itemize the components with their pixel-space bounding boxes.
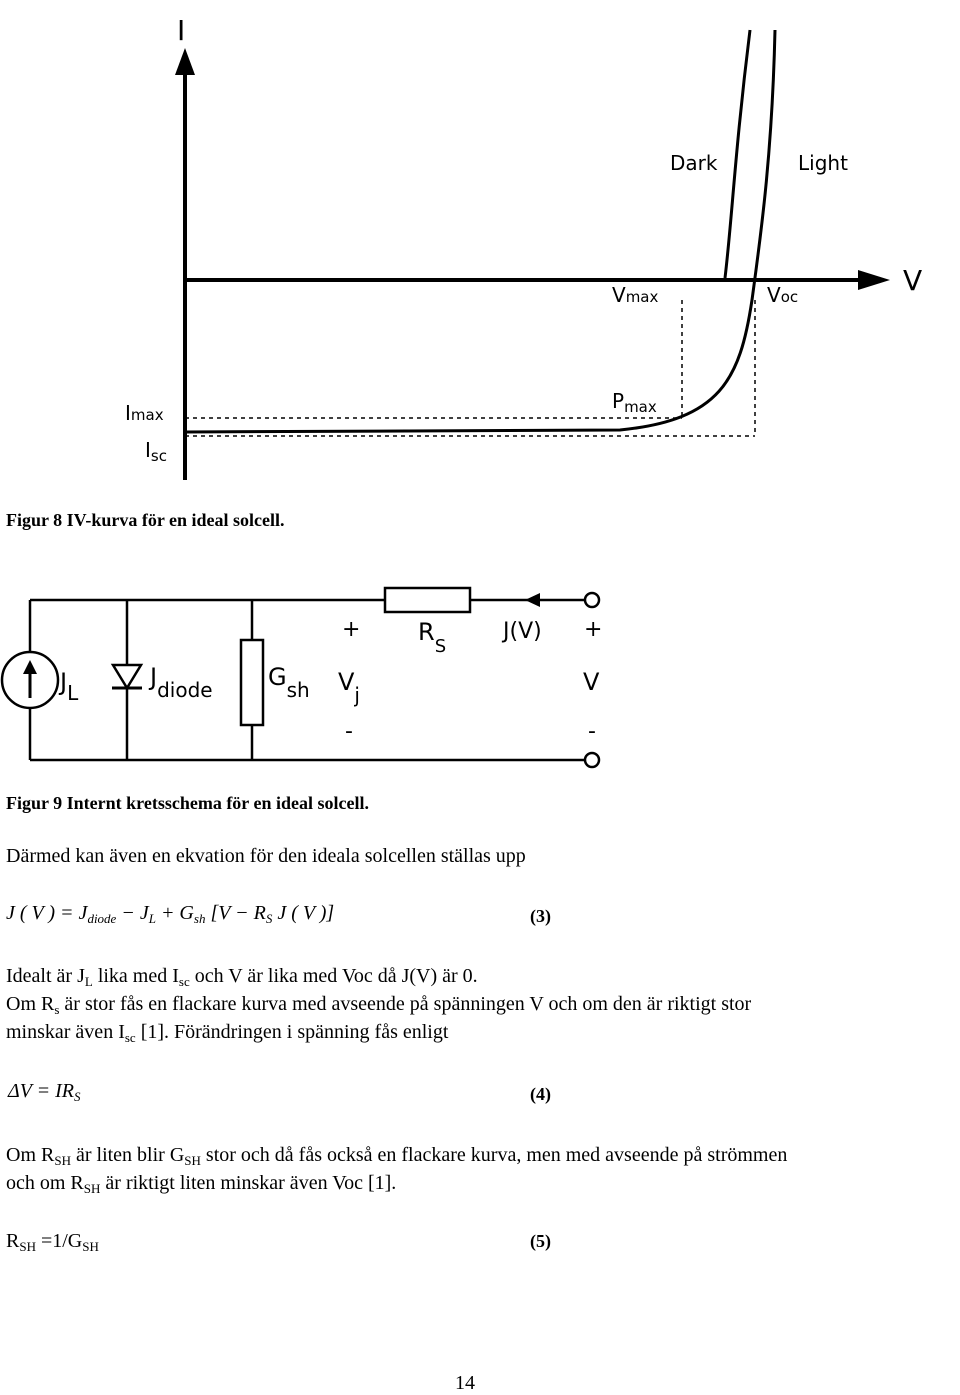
dark-label: Dark (670, 151, 718, 175)
rs-label: $R_S$ (418, 618, 447, 657)
equation-5: $R_{SH} =1/G_{SH}$ (6, 1230, 99, 1254)
light-label: Light (798, 151, 848, 175)
jdiode-label: $J_{diode}$ (150, 663, 213, 702)
figure9-caption: Figur 9 Internt kretsschema för en ideal solcell. (6, 793, 369, 813)
paragraph-rs: Om $R_s$ är stor fås en flackare kurva med avseende på spänningen V och om den är riktigt stor (6, 993, 752, 1017)
minus-right-label: - (588, 719, 596, 744)
vmax-label: Vmax (612, 283, 659, 307)
equation-3-number: (3) (530, 906, 551, 926)
rs-resistor (385, 588, 470, 612)
imax-label: Imax (125, 401, 164, 425)
jv-arrow (525, 593, 540, 607)
isc-label: $I_{sc}$ (145, 438, 167, 465)
v-label: V (583, 668, 600, 696)
paragraph-isc: minskar även $I_{sc}$ [1]. Förändringen i spänning fås enligt (6, 1021, 449, 1045)
equation-4: $\Delta V = IR_S$ (8, 1080, 81, 1104)
circuit-figure (0, 580, 620, 780)
dark-curve (725, 30, 750, 278)
vj-label: $V_j$ (338, 668, 360, 707)
minus-left-label: - (345, 719, 353, 744)
paragraph-rsh: Om $R_{SH}$ är liten blir $G_{SH}$ stor och då fås också en flackare kurva, men med avseende på strömmen (6, 1144, 788, 1168)
equation-3: J ( V ) = $J_{diode} - J_L + G_{sh}$ [$V - R_S$ J ( V )] (6, 902, 335, 926)
jl-label: $J_L$ (60, 668, 79, 705)
i-axis-label: I (177, 14, 186, 47)
gsh-label: $G_{sh}$ (268, 663, 310, 702)
pmax-label: $P_{max}$ (612, 389, 657, 416)
jv-label: J(V) (503, 619, 542, 644)
figure8-caption: Figur 8 IV-kurva för en ideal solcell. (6, 510, 285, 530)
i-axis-arrow (175, 48, 195, 75)
v-axis-label: V (903, 264, 923, 297)
voc-label: Voc (767, 283, 799, 307)
terminal-top (585, 593, 599, 607)
terminal-bottom (585, 753, 599, 767)
plus-left-label: + (342, 617, 361, 642)
paragraph-ideal: Idealt är $J_L$ lika med $I_{sc}$ och V är lika med Voc då J(V) är 0. (6, 965, 478, 989)
intro-paragraph: Därmed kan även en ekvation för den ideala solcellen ställas upp (6, 845, 526, 867)
equation-5-number: (5) (530, 1231, 551, 1251)
v-axis-arrow (858, 270, 890, 290)
plus-right-label: + (584, 617, 603, 642)
diode-symbol (113, 665, 141, 688)
equation-4-number: (4) (530, 1084, 551, 1104)
gsh-resistor (241, 640, 263, 725)
page-number: 14 (455, 1372, 475, 1394)
iv-curve-figure (0, 0, 960, 490)
light-curve (185, 30, 775, 432)
paragraph-rsh-2: och om $R_{SH}$ är riktigt liten minskar även Voc [1]. (6, 1172, 397, 1196)
